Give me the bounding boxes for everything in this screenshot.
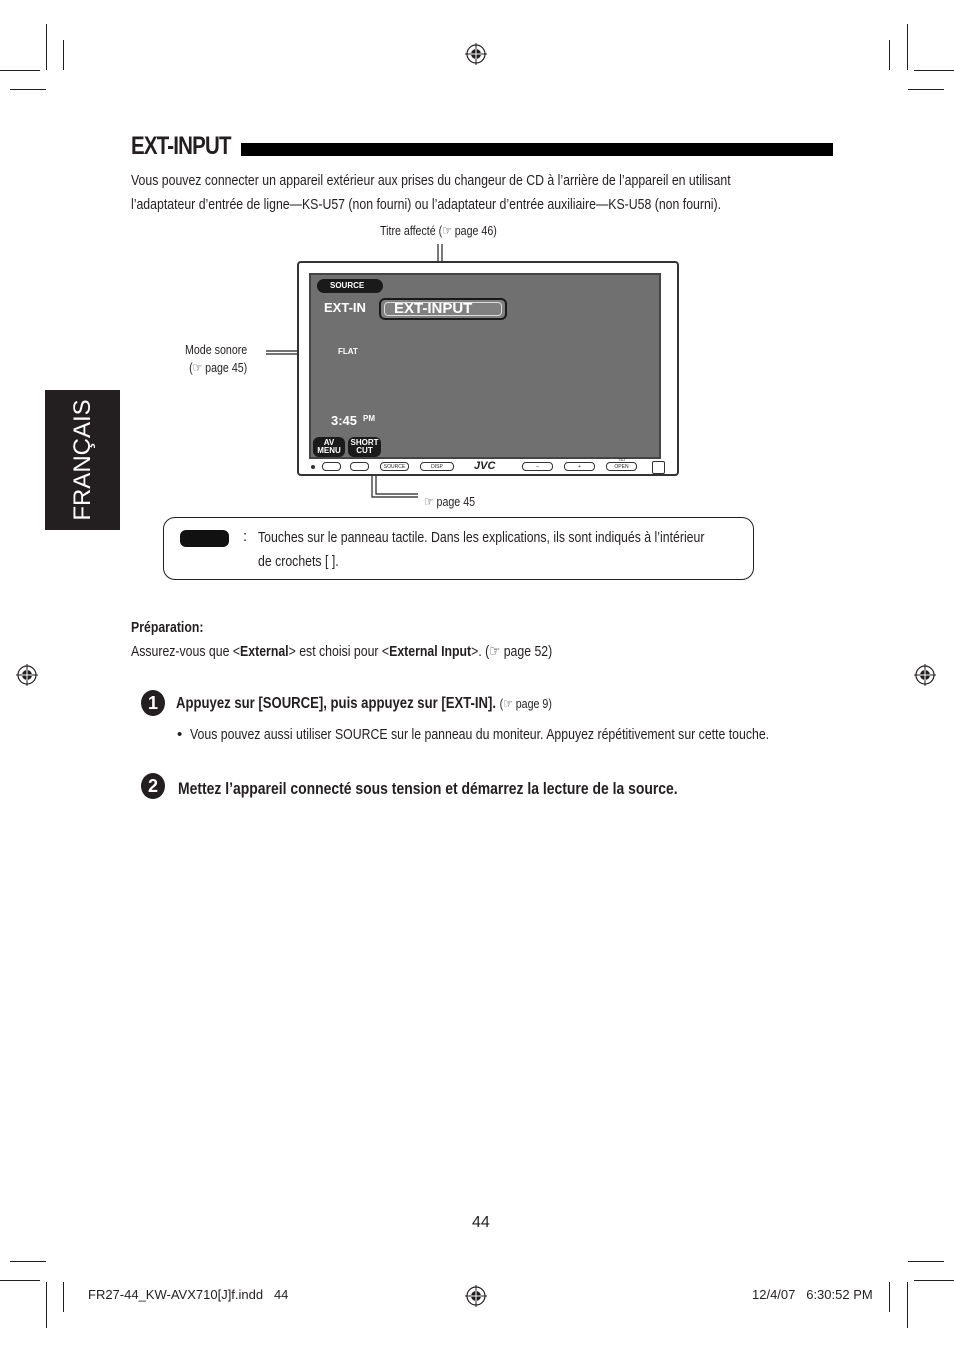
footer-timestamp: 12/4/07 6:30:52 PM: [752, 1287, 873, 1302]
callout-title: Titre affecté (☞ page 46): [380, 223, 497, 238]
step-1-instruction: Appuyez sur [SOURCE], puis appuyez sur [EXT-IN]. (☞ page 9): [176, 695, 552, 712]
footer-file: FR27-44_KW-AVX710[J]f.indd 44: [88, 1287, 289, 1302]
front-disp-button[interactable]: DISP: [420, 462, 454, 471]
bullet-icon: •: [177, 726, 183, 743]
sound-mode-label: FLAT: [338, 347, 358, 356]
crop-mark: [63, 1282, 64, 1312]
front-minus-button[interactable]: –: [522, 462, 553, 471]
source-label: EXT-IN: [324, 300, 366, 315]
short-cut-button[interactable]: SHORT CUT: [348, 437, 381, 457]
crop-mark: [914, 1280, 954, 1281]
sensor-indicator: [311, 465, 315, 469]
crop-mark: [889, 1282, 890, 1312]
callout-page: ☞ page 45: [424, 494, 476, 509]
front-open-button[interactable]: OPEN: [606, 462, 637, 471]
registration-mark-icon: [914, 664, 936, 686]
brand-logo: JVC: [474, 460, 496, 472]
preparation-text: Assurez-vous que <External> est choisi pour <External Input>. (☞ page 52): [131, 643, 553, 660]
step-number-badge: 2: [141, 773, 165, 799]
intro-line: l’adaptateur d’entrée de ligne—KS-U57 (non fourni) ou l’adaptateur d’entrée auxiliaire—KS-U58 (non fourni).: [131, 195, 722, 213]
power-indicator: [652, 461, 665, 474]
page-title: EXT-INPUT: [131, 132, 231, 160]
front-button[interactable]: [322, 462, 341, 471]
crop-mark: [46, 1282, 47, 1328]
page-number: 44: [472, 1214, 490, 1231]
front-source-button[interactable]: SOURCE: [380, 462, 409, 471]
av-menu-button[interactable]: AV MENU: [313, 437, 345, 457]
clock-display: 3:45: [331, 413, 358, 428]
step-number-badge: 1: [141, 690, 165, 716]
legend-text: Touches sur le panneau tactile. Dans les explications, ils sont indiqués à l’intérieur de crochets [ ].: [258, 529, 705, 570]
title-display-text: EXT-INPUT: [394, 300, 473, 317]
crop-mark: [908, 1261, 944, 1262]
crop-mark: [10, 1261, 46, 1262]
legend-separator: :: [243, 528, 248, 545]
registration-mark-icon: [465, 1285, 487, 1307]
source-button[interactable]: SOURCE: [317, 279, 383, 293]
preparation-heading: Préparation:: [131, 619, 204, 636]
front-plus-button[interactable]: +: [564, 462, 595, 471]
step-1-note: Vous pouvez aussi utiliser SOURCE sur le panneau du moniteur. Appuyez répétitivement sur cette touche.: [190, 726, 770, 743]
crop-mark: [0, 1280, 40, 1281]
clock-suffix: PM: [363, 414, 375, 423]
tilt-label: TILT: [618, 457, 626, 462]
language-label: FRANÇAIS: [68, 399, 96, 521]
callout-sound-mode: Mode sonore (☞ page 45): [185, 342, 248, 375]
crop-mark: [907, 1282, 908, 1328]
intro-line: Vous pouvez connecter un appareil extérieur aux prises du changeur de CD à l’arrière de l’appareil en utilisant: [131, 172, 731, 189]
step-2-instruction: Mettez l’appareil connecté sous tension et démarrez la lecture de la source.: [178, 779, 678, 798]
front-button[interactable]: [350, 462, 369, 471]
registration-mark-icon: [16, 664, 38, 686]
language-tab: [45, 390, 120, 530]
touch-key-sample-icon: [180, 530, 229, 547]
